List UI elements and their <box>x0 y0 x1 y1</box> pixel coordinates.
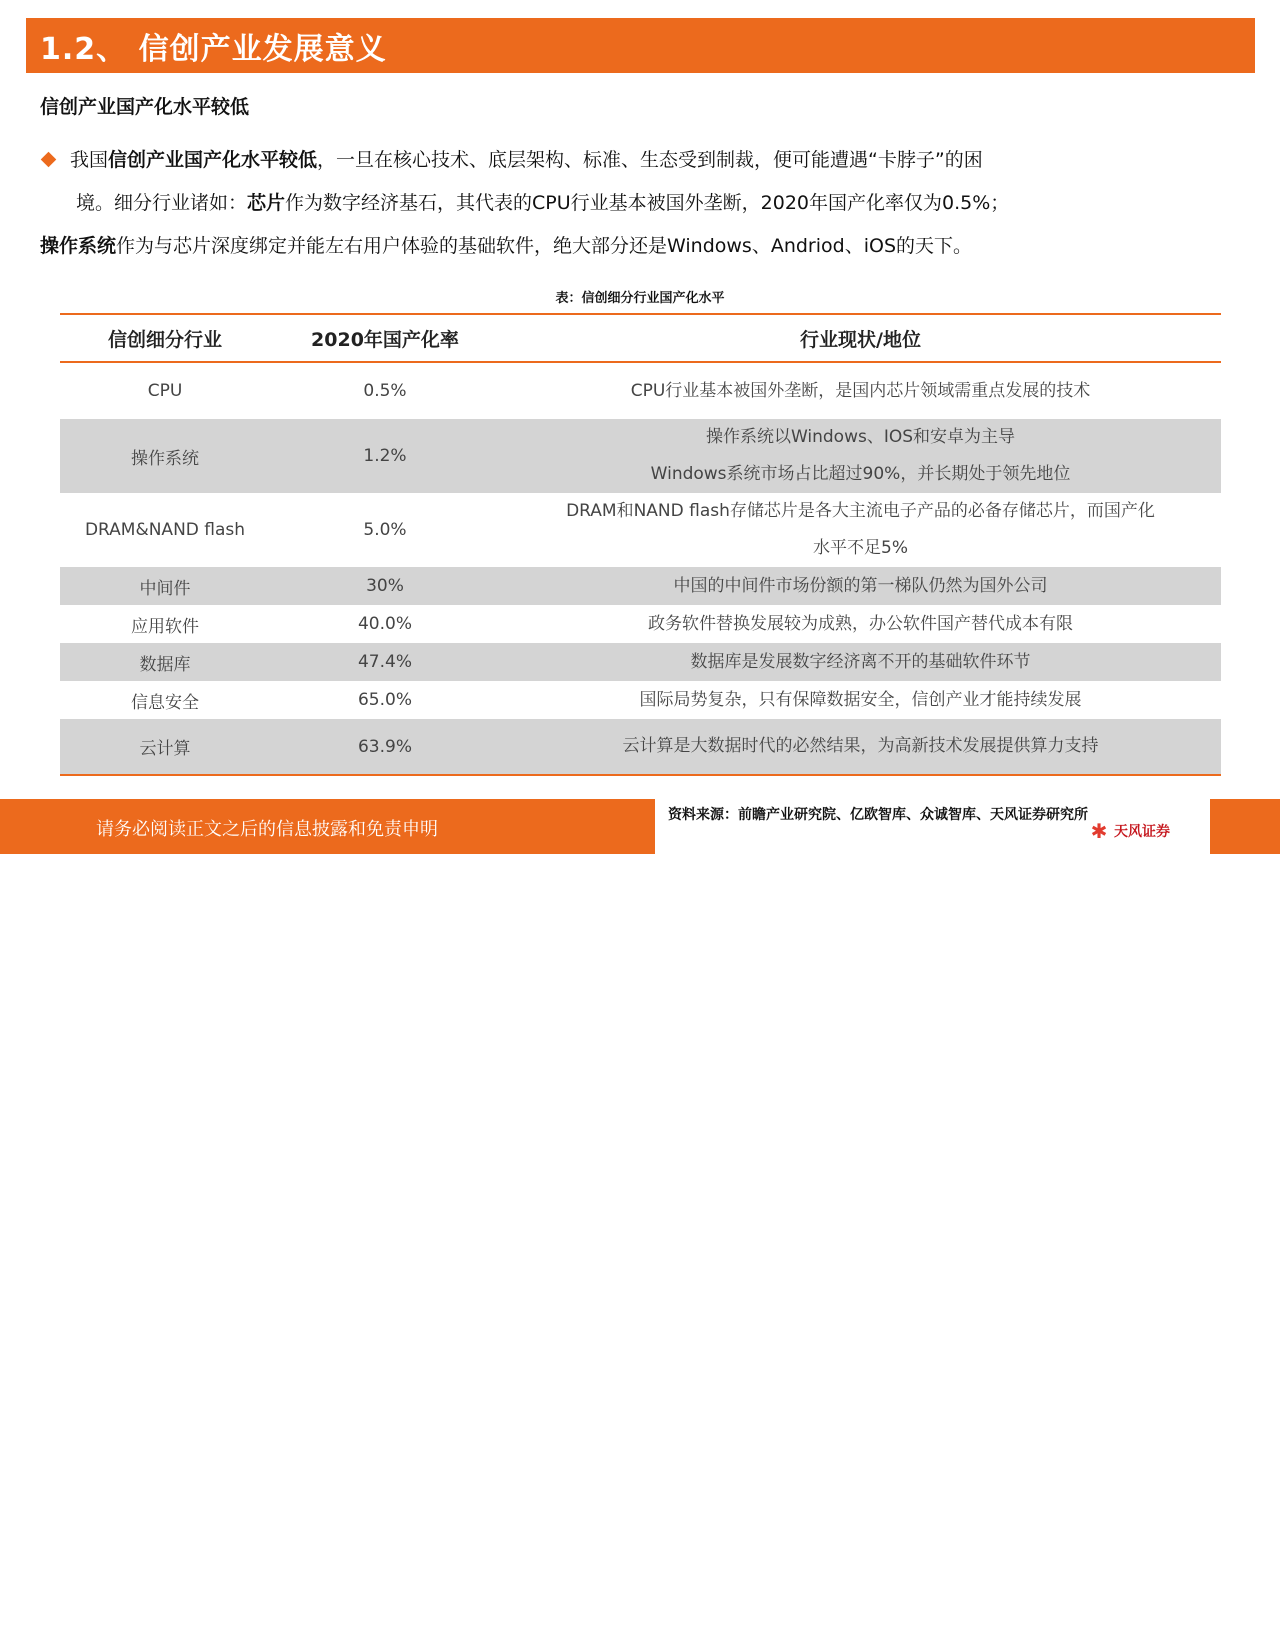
text-segment: ，一旦在核心技术、底层架构、标准、生态受到制裁，便可能遭遇“卡脖子”的困 <box>317 149 983 171</box>
status-line: 操作系统以Windows、IOS和安卓为主导 <box>705 427 1016 447</box>
status-line: 数据库是发展数字经济离不开的基础软件环节 <box>690 651 1031 672</box>
paragraph-line-1 <box>40 139 1250 182</box>
paragraph-line-2 <box>40 182 1250 225</box>
logo-mark-icon: ✱ <box>1090 819 1108 843</box>
table-row <box>60 419 1221 493</box>
status-line: CPU行业基本被国外垄断，是国内芯片领域需重点发展的技术 <box>630 380 1091 401</box>
localization-table <box>60 313 1221 776</box>
status-line: DRAM和NAND flash存储芯片是各大主流电子产品的必备存储芯片，而国产化 <box>566 501 1155 521</box>
header-status: 行业现状/地位 <box>500 314 1221 362</box>
rate-cell: 47.4% <box>270 643 500 681</box>
rate-cell: 5.0% <box>363 520 407 540</box>
industry-cell: 数据库 <box>60 643 270 681</box>
logo-text: 天风证券 <box>1114 824 1170 840</box>
industry-cell: 信息安全 <box>131 692 199 713</box>
table-header-row <box>60 314 1221 362</box>
table-row <box>60 567 1221 605</box>
status-cell <box>500 493 1221 567</box>
status-line: 云计算是大数据时代的必然结果，为高新技术发展提供算力支持 <box>622 736 1099 756</box>
table-row <box>60 681 1221 719</box>
page-title: 1.2、 信创产业发展意义 <box>40 31 387 67</box>
text-segment: 我国 <box>70 149 109 171</box>
bold-segment: 芯片 <box>247 192 286 214</box>
rate-cell: 63.9% <box>270 719 500 775</box>
status-cell <box>500 605 1221 643</box>
status-line: 水平不足5% <box>813 538 908 558</box>
section-subtitle: 信创产业国产化水平较低 <box>40 96 250 118</box>
header-industry: 信创细分行业 <box>60 314 270 362</box>
page-number: 8 <box>1228 1613 1242 1638</box>
status-line: 国际局势复杂，只有保障数据安全，信创产业才能持续发展 <box>639 689 1082 710</box>
table-caption: 表：信创细分行业国产化水平 <box>555 291 725 306</box>
status-line: 政务软件替换发展较为成熟，办公软件国产替代成本有限 <box>648 613 1073 634</box>
industry-cell: DRAM&NAND flash <box>84 520 246 540</box>
source-text: 资料来源：前瞻产业研究院、亿欧智库、众诚智库、天风证券研究所 <box>668 807 1088 823</box>
status-cell <box>500 681 1221 719</box>
brand-logo <box>1088 820 1170 842</box>
table-row <box>60 605 1221 643</box>
disclaimer-text: 请务必阅读正文之后的信息披露和免责申明 <box>96 819 438 840</box>
rate-cell: 40.0% <box>357 614 412 634</box>
industry-cell: 云计算 <box>60 719 270 775</box>
status-cell <box>500 643 1221 681</box>
status-cell <box>500 362 1221 419</box>
status-line: Windows系统市场占比超过90%，并长期处于领先地位 <box>650 464 1071 484</box>
header-rate: 2020年国产化率 <box>270 314 500 362</box>
industry-cell: 中间件 <box>60 567 270 605</box>
table-row <box>60 493 1221 567</box>
text-segment: 作为数字经济基石，其代表的CPU行业基本被国外垄断，2020年国产化率仅为0.5%； <box>285 192 1010 214</box>
industry-cell: 应用软件 <box>131 616 199 637</box>
bullet-paragraph <box>40 139 1250 268</box>
industry-cell: CPU <box>147 381 183 401</box>
rate-cell: 30% <box>270 567 500 605</box>
title-bar <box>26 18 1255 73</box>
bold-segment: 信创产业国产化水平较低 <box>108 149 318 171</box>
status-cell <box>500 567 1221 605</box>
text-segment: 作为与芯片深度绑定并能左右用户体验的基础软件，绝大部分还是Windows、Andriod、iOS的天下。 <box>116 235 973 257</box>
table-row <box>60 362 1221 419</box>
status-cell <box>500 419 1221 493</box>
diamond-bullet-icon <box>41 152 57 168</box>
bold-segment: 操作系统 <box>40 235 117 257</box>
industry-cell: 操作系统 <box>60 419 270 493</box>
rate-cell: 65.0% <box>357 690 412 710</box>
status-cell <box>500 719 1221 775</box>
text-segment: 境。细分行业诸如： <box>76 192 248 214</box>
rate-cell: 0.5% <box>363 381 407 401</box>
status-line: 中国的中间件市场份额的第一梯队仍然为国外公司 <box>673 575 1048 596</box>
table-row <box>60 719 1221 775</box>
rate-cell: 1.2% <box>270 419 500 493</box>
paragraph-line-3 <box>40 225 1250 268</box>
table-row <box>60 643 1221 681</box>
